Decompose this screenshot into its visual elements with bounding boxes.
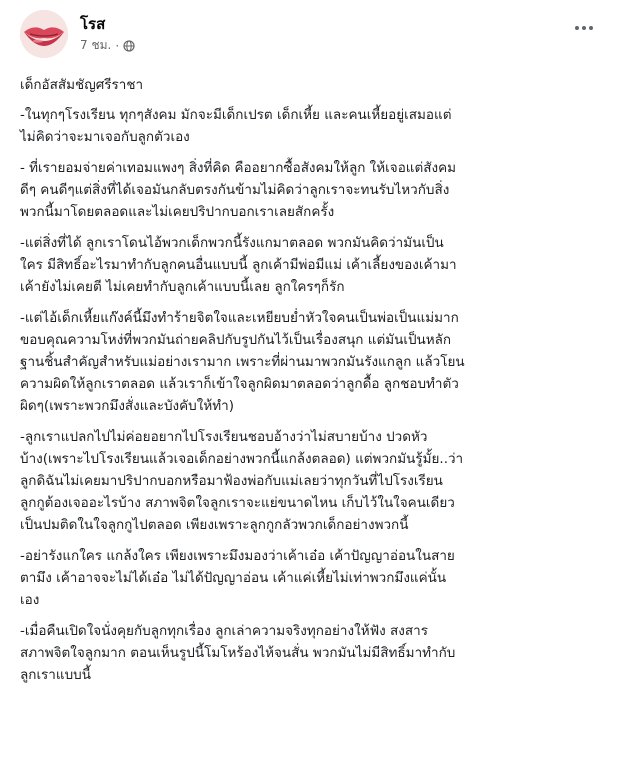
post-paragraph: - ที่เรายอมจ่ายค่าเทอมแพงๆ สิ่งที่คิด คืออยากซื้อสังคมให้ลูก ให้เจอแต่สังคม ดีๆ คนดีๆแต่สิ่งที่ได้เจอมันกลับตรงกันข้ามไม่คิดว่าลูกเราจะทนรับไหวกับสิ่ง พวกนี้มาโดยตลอดและไม่เคยปริปากบอกเราเลยสักครั้ง [20,160,457,220]
post-time[interactable]: 7 ชม. [80,38,112,52]
meta-separator: · [115,38,120,53]
avatar[interactable] [20,10,68,58]
post-paragraph: -แต่ไอ้เด็กเหี้ยแก๊งค์นี้มึงทำร้ายจิตใจและเหยียบย่ำหัวใจคนเป็นพ่อเป็นแม่มาก ขอบคุณความโหง่ที่พวกมันถ่ายคลิปกับรูปกันไว้เป็นเรื่องสนุก แต่มันเป็นหลัก ฐานชิ้นสำคัญสำหรับแม่อย่างเรามาก เพราะที่ผ่านมาพวกมันรังแกลูก แล้วโยน ความผิดให้ลูกเราตลอด แล้วเราก็เข้าใจลูกผิดมาตลอดว่าลูกดื้อ ลูกชอบทำตัว ผิดๆ(เพราะพวกมึงสั่งและบังคับให้ทำ) [20,310,465,414]
globe-icon [123,40,135,52]
post-paragraph: เด็กอัสสัมชัญศรีราชา [20,77,144,93]
avatar-image [20,10,68,58]
post-paragraph: -ในทุกๆโรงเรียน ทุกๆสังคม มักจะมีเด็กเปรต เด็กเหี้ย และคนเหี้ยอยู่เสมอแต่ ไม่คิดว่าจะมาเจอกับลูกตัวเอง [20,107,452,145]
post-paragraph: -เมื่อคืนเปิดใจนั่งคุยกับลูกทุกเรื่อง ลูกเล่าความจริงทุกอย่างให้ฟัง สงสาร สภาพจิตใจลูกมาก ตอนเห็นรูปนี้โมโหร้องไห้จนสั่น พวกมันไม่มีสิทธิ์มาทำกับ ลูกเราแบบนี้ [20,623,456,683]
more-options-icon[interactable] [570,18,598,38]
post-header [20,10,600,62]
post-paragraph: -แต่สิ่งที่ได้ ลูกเราโดนไอ้พวกเด็กพวกนี้รังแกมาตลอด พวกมันคิดว่ามันเป็น ใคร มีสิทธิ์อะไรมาทำกับลูกคนอื่นแบบนี้ ลูกเค้ามีพ่อมีแม่ เค้าเลี้ยงของเค้ามา เค้ายังไม่เคยตี ไม่เคยทำกับลูกเค้าแบบนี้เลย ลูกใครๆก็รัก [20,235,457,295]
post-paragraph: -อย่ารังแกใคร แกล้งใคร เพียงเพราะมึงมองว่าเค้าเอ๋อ เค้าปัญญาอ่อนในสาย ตามึง เค้าอาจจะไม่ได้เอ๋อ ไม่ได้ปัญญาอ่อน เค้าแค่เหี้ยไม่เท่าพวกมึงแค่นั้น เอง [20,548,455,608]
post-meta [80,36,135,55]
post-paragraph: -ลูกเราแปลกไปไม่ค่อยอยากไปโรงเรียนชอบอ้างว่าไม่สบายบ้าง ปวดหัว บ้าง(เพราะไปโรงเรียนแล้วเจอเด็กอย่างพวกนี้แกล้งตลอด) แต่พวกมันรู้มั้ย..ว่า ลูกดิฉันไม่เคยมาปริปากบอกหรือมาฟ้องพ่อกับแม่เลยว่าทุกวันที่ไปโรงเรียน ลูกกูต้องเจออะไรบ้าง สภาพจิตใจลูกเราจะแย่ขนาดไหน เก็บไว้ในใจคนเดียว เป็นปมติดในใจลูกกูไปตลอด เพียงเพราะลูกกูกลัวพวกเด็กอย่างพวกนี้ [20,429,464,533]
author-name[interactable]: โรส [80,15,106,33]
post-body [20,74,606,695]
